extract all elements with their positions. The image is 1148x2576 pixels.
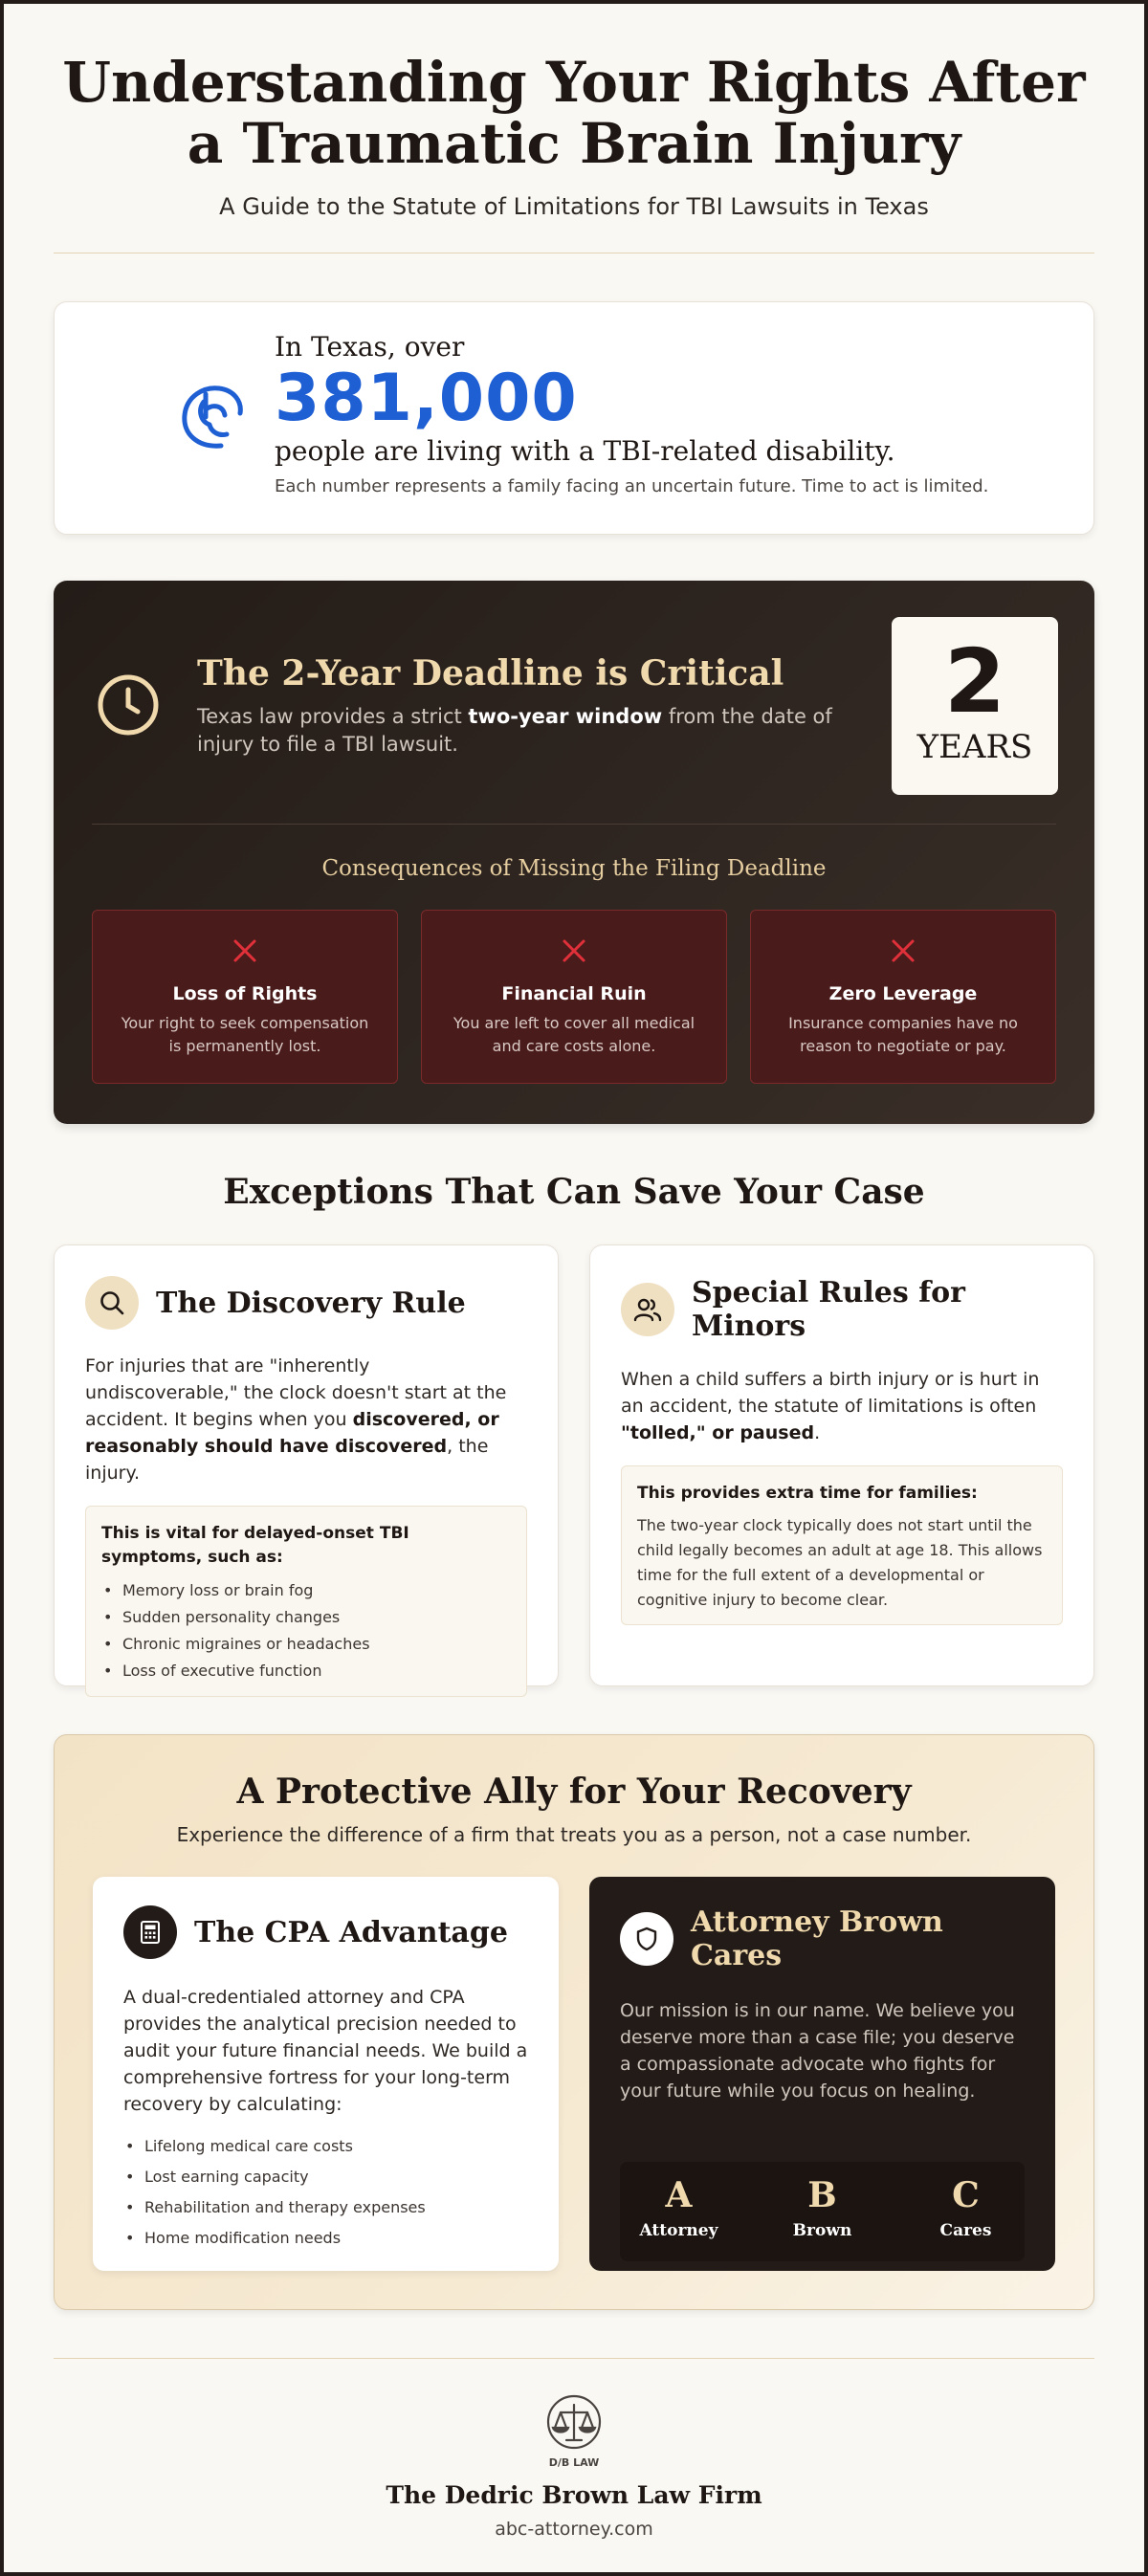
exceptions-row <box>54 1244 1094 1686</box>
stat-prefix: In Texas, over <box>275 331 465 363</box>
card-text: A dual-credentialed attorney and CPA provides the analytical precision needed to audit your future financial needs. We build a comprehensive fortress for your long-term recovery by calculating: <box>123 1987 528 2115</box>
shield-icon <box>620 1912 673 1966</box>
ally-cards <box>93 1877 1055 2271</box>
list-item: • Chronic migraines or headaches <box>101 1631 511 1658</box>
consequence-title: Loss of Rights <box>172 983 318 1004</box>
consequences-list <box>92 910 1056 1084</box>
abc-acronym <box>620 2162 1025 2261</box>
footer <box>4 2359 1144 2540</box>
list-item: • Memory loss or brain fog <box>101 1577 511 1604</box>
deadline-description <box>197 703 886 759</box>
consequence-title: Financial Ruin <box>501 983 647 1004</box>
card-header <box>621 1276 1063 1343</box>
stat-text <box>275 331 988 496</box>
ally-title: A Protective Ally for Your Recovery <box>236 1772 912 1812</box>
stat-note: Each number represents a family facing an uncertain future. Time to act is limited. <box>275 476 989 496</box>
deadline-desc-part: Texas law provides a strict <box>197 705 469 728</box>
symptom-list <box>101 1577 511 1684</box>
acronym-word: Brown <box>792 2221 852 2240</box>
page-subtitle: A Guide to the Statute of Limitations for TBI Lawsuits in Texas <box>219 193 929 220</box>
list-item: • Sudden personality changes <box>101 1604 511 1631</box>
years-label: YEARS <box>916 728 1033 766</box>
acronym-item <box>780 2175 866 2261</box>
card-header <box>85 1276 527 1330</box>
note-title: This is vital for delayed-onset TBI symptoms, such as: <box>101 1524 409 1567</box>
users-icon <box>621 1283 674 1336</box>
scales-of-justice-icon <box>545 2393 603 2470</box>
consequence-title: Zero Leverage <box>828 983 978 1004</box>
consequence-card <box>750 910 1056 1084</box>
clock-icon <box>96 672 161 738</box>
logo-text: D/B LAW <box>548 2456 600 2469</box>
acronym-word: Attorney <box>639 2221 718 2240</box>
card-title: Special Rules for Minors <box>692 1276 965 1343</box>
years-badge <box>892 617 1058 795</box>
list-item: • Home modification needs <box>123 2223 528 2254</box>
search-icon <box>85 1276 139 1330</box>
list-item: • Lifelong medical care costs <box>123 2131 528 2162</box>
note-title: This provides extra time for families: <box>637 1484 978 1503</box>
consequence-text: Insurance companies have no reason to negotiate or pay. <box>788 1014 1018 1055</box>
card-title: Attorney Brown Cares <box>691 1905 943 1972</box>
acronym-item <box>923 2175 1009 2261</box>
note-box <box>85 1506 527 1697</box>
deadline-desc-part: from the date of injury to file a TBI lawsuit. <box>197 705 832 756</box>
acronym-item <box>636 2175 722 2261</box>
cpa-advantage-card <box>93 1877 559 2271</box>
ally-subtitle: Experience the difference of a firm that treats you as a person, not a case number. <box>176 1823 972 1846</box>
firm-name: The Dedric Brown Law Firm <box>386 2481 762 2509</box>
card-text <box>621 1366 1063 1446</box>
deadline-divider <box>92 824 1056 825</box>
page-title: Understanding Your Rights After a Traumatic Brain Injury <box>62 50 1086 176</box>
card-text <box>85 1353 527 1486</box>
stat-number: 381,000 <box>275 361 578 436</box>
consequence-text: Your right to seek compensation is permanently lost. <box>121 1014 369 1055</box>
consequence-card <box>421 910 727 1084</box>
acronym-letter: A <box>665 2175 693 2215</box>
calculator-icon <box>123 1905 177 1959</box>
list-item: • Loss of executive function <box>101 1658 511 1684</box>
firm-url[interactable]: abc-attorney.com <box>495 2519 653 2540</box>
list-item: • Rehabilitation and therapy expenses <box>123 2192 528 2223</box>
card-text: Our mission is in our name. We believe you deserve more than a case file; you deserve a compassionate advocate who fights for your future while you focus on healing. <box>620 2000 1015 2102</box>
deadline-title: The 2-Year Deadline is Critical <box>197 653 784 694</box>
note-text: The two-year clock typically does not start until the child legally becomes an adult at age 18. This allows time for the full extent of a developmental or cognitive injury to become clear. <box>637 1516 1043 1609</box>
stat-card <box>54 301 1094 535</box>
ally-section <box>54 1734 1094 2310</box>
exceptions-title: Exceptions That Can Save Your Case <box>223 1172 925 1212</box>
text-part: For injuries that are "inherently undiscoverable," the clock doesn't start at the accident. It begins when you <box>85 1355 507 1430</box>
deadline-panel <box>54 581 1094 1124</box>
calculation-list <box>123 2131 528 2254</box>
minors-rules-card <box>589 1244 1094 1686</box>
acronym-letter: C <box>952 2175 980 2215</box>
card-header <box>620 1905 1025 1972</box>
consequence-text: You are left to cover all medical and care costs alone. <box>453 1014 695 1055</box>
text-bold: "tolled," or paused <box>621 1422 815 1443</box>
x-icon <box>561 937 587 964</box>
note-box <box>621 1465 1063 1625</box>
discovery-rule-card <box>54 1244 559 1686</box>
header <box>4 4 1144 220</box>
head-profile-icon <box>177 381 250 453</box>
acronym-letter: B <box>807 2175 837 2215</box>
consequences-title: Consequences of Missing the Filing Deadline <box>321 856 827 881</box>
list-item: • Lost earning capacity <box>123 2162 528 2192</box>
years-number: 2 <box>943 630 1005 733</box>
text-part: When a child suffers a birth injury or is hurt in an accident, the statute of limitations is often <box>621 1369 1040 1417</box>
card-header <box>123 1905 528 1959</box>
x-icon <box>890 937 916 964</box>
x-icon <box>232 937 258 964</box>
stat-suffix: people are living with a TBI-related disability. <box>275 435 895 467</box>
deadline-desc-bold: two-year window <box>468 705 663 728</box>
attorney-brown-cares-card <box>589 1877 1055 2271</box>
text-part: . <box>814 1422 821 1443</box>
acronym-word: Cares <box>939 2221 992 2240</box>
card-title: The Discovery Rule <box>156 1286 466 1320</box>
text-bold: discovered, or reasonably should have discovered <box>85 1409 499 1457</box>
text-part: , the injury. <box>85 1436 489 1484</box>
consequence-card <box>92 910 398 1084</box>
card-title: The CPA Advantage <box>194 1915 508 1949</box>
